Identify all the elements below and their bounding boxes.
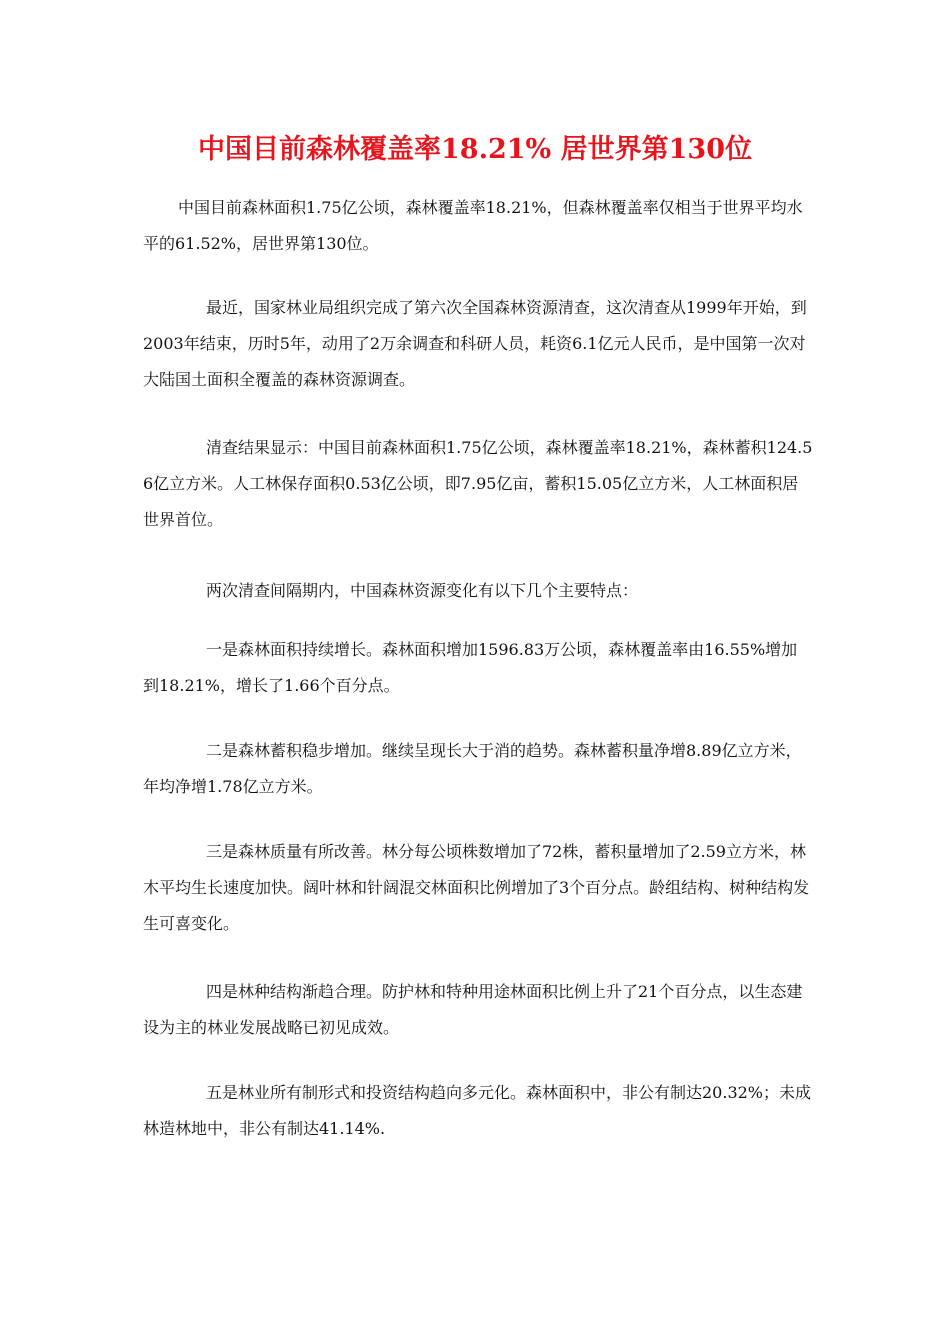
paragraph-3: 清查结果显示：中国目前森林面积1.75亿公顷，森林覆盖率18.21%，森林蓄积124.56亿立方米。人工林保存面积0.53亿公顷，即7.95亿亩，蓄积15.05亿立方米，人工林面积居世界首位。 <box>143 438 813 529</box>
paragraph-8: 四是林种结构渐趋合理。防护林和特种用途林面积比例上升了21个百分点，以生态建设为主的林业发展战略已初见成效。 <box>143 982 803 1037</box>
paragraph-7: 三是森林质量有所改善。林分每公顷株数增加了72株，蓄积量增加了2.59立方米，林木平均生长速度加快。阔叶林和针阔混交林面积比例增加了3个百分点。龄组结构、树种结构发生可喜变化。 <box>143 842 810 933</box>
paragraph-4: 两次清查间隔期内，中国森林资源变化有以下几个主要特点： <box>206 581 639 600</box>
document-title: 中国目前森林覆盖率18.21% 居世界第130位 <box>198 134 752 165</box>
paragraph-1: 中国目前森林面积1.75亿公顷，森林覆盖率18.21%，但森林覆盖率仅相当于世界平均水平的61.52%，居世界第130位。 <box>143 198 803 253</box>
paragraph-2: 最近，国家林业局组织完成了第六次全国森林资源清查，这次清查从1999年开始，到2003年结束，历时5年，动用了2万余调查和科研人员，耗资6.1亿元人民币，是中国第一次对大陆国土面积全覆盖的森林资源调查。 <box>143 298 807 389</box>
paragraph-5: 一是森林面积持续增长。森林面积增加1596.83万公顷，森林覆盖率由16.55%增加到18.21%，增长了1.66个百分点。 <box>143 640 798 695</box>
paragraph-9: 五是林业所有制形式和投资结构趋向多元化。森林面积中，非公有制达20.32%；未成林造林地中，非公有制达41.14%. <box>143 1083 812 1138</box>
paragraph-6: 二是森林蓄积稳步增加。继续呈现长大于消的趋势。森林蓄积量净增8.89亿立方米，年均净增1.78亿立方米。 <box>143 741 802 796</box>
